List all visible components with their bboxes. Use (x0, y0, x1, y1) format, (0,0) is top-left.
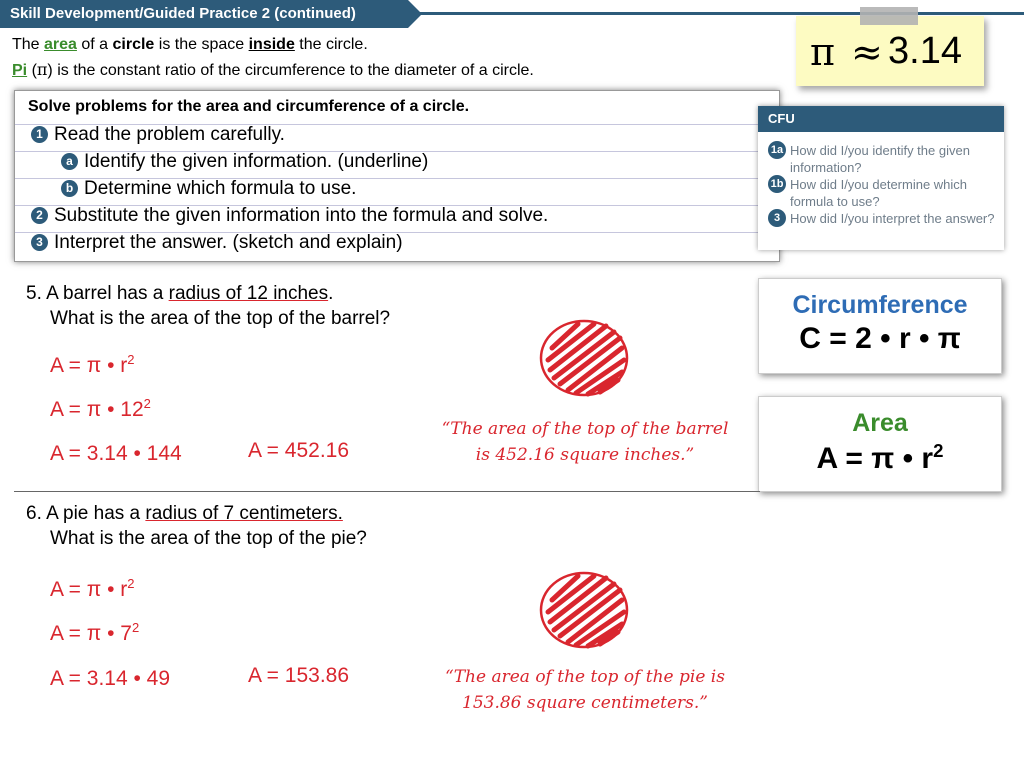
steps-box (14, 90, 780, 262)
intro-line-area: The area of a circle is the space inside the circle. (12, 36, 368, 53)
problem-divider (14, 491, 760, 492)
term-circle: circle (112, 36, 155, 53)
step-1b: b Determine which formula to use. (61, 178, 356, 200)
header-banner (0, 0, 408, 28)
problem-6-interpretation: “The area of the top of the pie is 153.86 square centimeters.” (445, 667, 725, 713)
area-formula: A = π • $r^2$ (816, 440, 944, 475)
step-1a: a Identify the given information. (underline) (61, 151, 428, 173)
circumference-formula: C = 2 • r • π (799, 322, 961, 355)
problem-5-answer: A = 452.16 (248, 439, 350, 462)
pi-symbol: π (810, 30, 835, 74)
header-title: Skill Development/Guided Practice 2 (continued) (10, 5, 356, 22)
circle-sketch-icon (538, 570, 630, 650)
term-area: area (44, 36, 77, 53)
step-badge: b (61, 180, 78, 197)
problem-6-step-3: A = 3.14 • 49 (50, 667, 171, 690)
pi-sticky-note (796, 16, 984, 86)
problem-6-step-1: A = π • $r^2$ (50, 576, 135, 601)
problem-5-interpretation: “The area of the top of the barrel is 452.16 square inches.” (441, 419, 729, 465)
cfu-badge-1a: 1a (768, 141, 786, 159)
step-2: 2 Substitute the given information into the formula and solve. (31, 205, 548, 227)
term-pi: Pi (12, 62, 28, 79)
circle-sketch-icon (538, 318, 630, 398)
step-3: 3 Interpret the answer. (sketch and explain) (31, 232, 403, 254)
problem-5-step-3: A = 3.14 • 144 (50, 442, 182, 465)
step-badge: a (61, 153, 78, 170)
step-badge: 3 (31, 234, 48, 251)
problem-6-answer: A = 153.86 (248, 664, 350, 687)
step-badge: 2 (31, 207, 48, 224)
problem-5-statement: 5. A barrel has a radius of 12 inches. (26, 283, 334, 304)
cfu-question-1a: How did I/you identify the given information? (790, 143, 970, 175)
step-badge: 1 (31, 126, 48, 143)
header-rule (408, 12, 1024, 15)
problem-5-step-2: A = π • $12^2$ (50, 396, 151, 421)
pi-value: 3.14 (888, 30, 962, 72)
problem-5-step-1: A = π • $r^2$ (50, 352, 135, 377)
problem-6-statement: 6. A pie has a radius of 7 centimeters. (26, 503, 343, 524)
cfu-question-1b: How did I/you determine which formula to use? (790, 177, 968, 209)
cfu-badge-1b: 1b (768, 175, 786, 193)
problem-6-question: What is the area of the top of the pie? (50, 528, 367, 549)
area-card (758, 396, 1002, 492)
step-1: 1 Read the problem carefully. (31, 124, 285, 146)
circumference-card (758, 278, 1002, 374)
problem-6-given: radius of 7 centimeters. (145, 503, 343, 524)
intro-line-pi: Pi (π) is the constant ratio of the circumference to the diameter of a circle. (12, 60, 534, 79)
circumference-title: Circumference (792, 291, 968, 319)
steps-title: Solve problems for the area and circumference of a circle. (28, 98, 470, 115)
problem-6-step-2: A = π • $7^2$ (50, 620, 140, 645)
problem-5-given: radius of 12 inches (168, 283, 329, 304)
cfu-panel (758, 106, 1004, 250)
cfu-badge-3: 3 (768, 209, 786, 227)
cfu-question-3: How did I/you interpret the answer? (790, 211, 995, 226)
problem-5-question: What is the area of the top of the barrel? (50, 308, 391, 329)
cfu-title: CFU (758, 106, 1004, 132)
approx-symbol: ≈ (851, 30, 883, 74)
tape-strip (860, 7, 918, 25)
term-inside: inside (248, 36, 295, 53)
area-title: Area (852, 409, 908, 437)
